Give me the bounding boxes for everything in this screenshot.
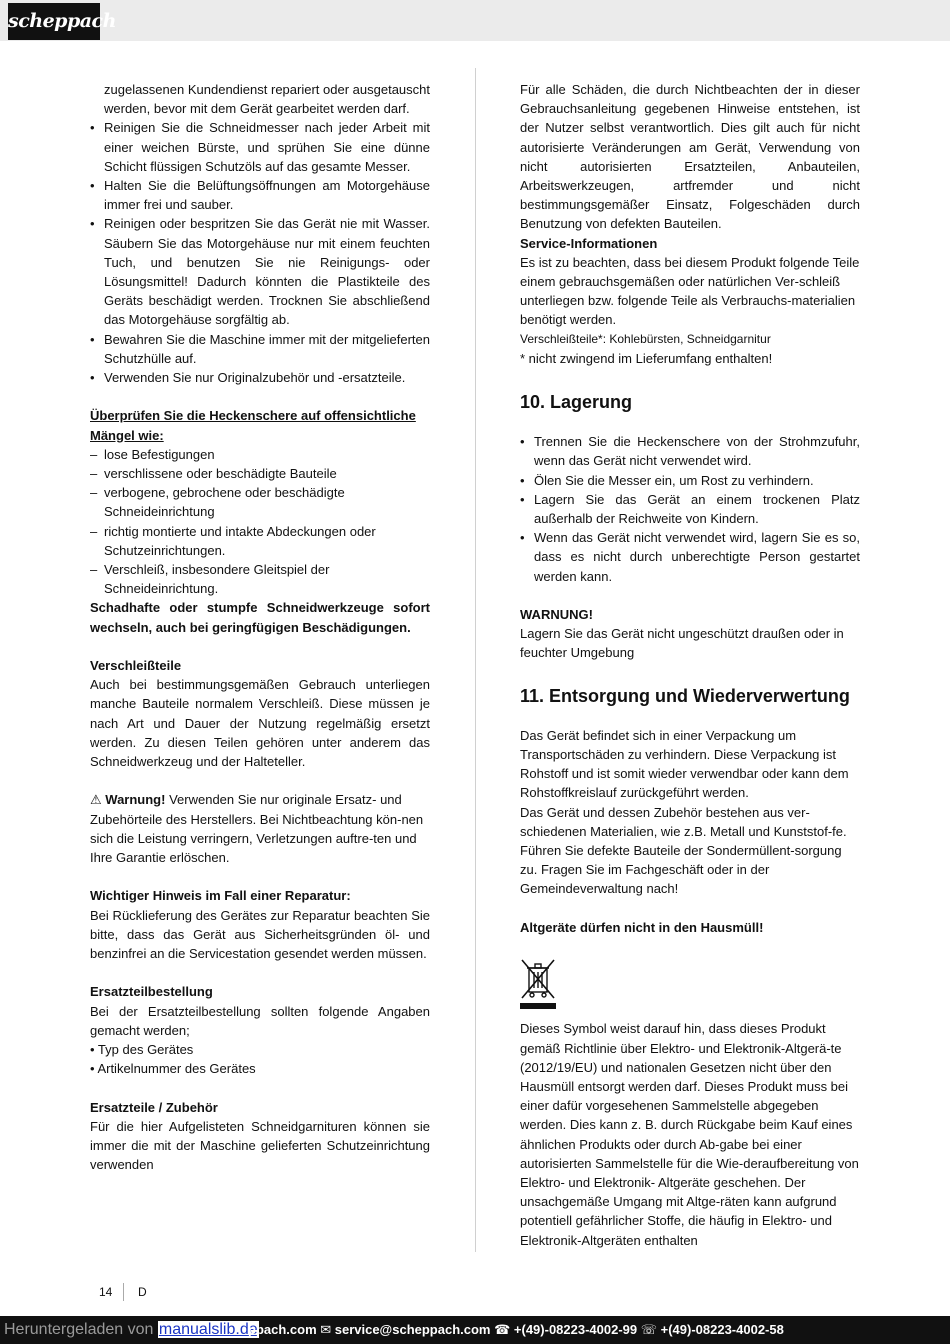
section-title-storage: 10. Lagerung bbox=[520, 392, 633, 413]
list-item: • Wenn das Gerät nicht verwendet wird, lagern Sie es so, dass es nicht durch unberechtigte Person gestartet werden kann. bbox=[520, 528, 860, 586]
check-list bbox=[90, 445, 430, 599]
list-item: • Halten Sie die Belüftungsöffnungen am Motorgehäuse immer frei und sauber. bbox=[90, 176, 430, 214]
warning-text: Lagern Sie das Gerät nicht ungeschützt draußen oder in feuchter Umgebung bbox=[520, 626, 844, 661]
left-column bbox=[90, 80, 430, 1174]
order-heading: Ersatzteilbestellung bbox=[90, 984, 213, 1000]
list-item: • Bewahren Sie die Maschine immer mit der mitgelieferten Schutzhülle auf. bbox=[90, 330, 430, 368]
list-item: – lose Befestigungen bbox=[90, 445, 430, 464]
wear-parts-line: Verschleißteile*: Kohlebürsten, Schneidgarnitur bbox=[520, 331, 771, 346]
list-item: • Reinigen oder bespritzen Sie das Gerät nie mit Wasser. Säubern Sie das Motorgehäuse nur mit einem feuchten Tuch, und benutzen Sie nie Reinigungs- oder Lösungsmittel! Dadurch könnten die Plastikteile des Geräts beschädigt werden. Trocknen Sie abschließend das Motorgehäuse sorgfältig ab. bbox=[90, 214, 430, 329]
language-code: D bbox=[138, 1285, 147, 1299]
list-item: – verbogene, gebrochene oder beschädigte Schneideinrichtung bbox=[90, 483, 430, 521]
list-item: • Trennen Sie die Heckenschere von der Strohmzufuhr, wenn das Gerät nicht verwendet wird. bbox=[520, 432, 860, 470]
crossed-bin-icon bbox=[520, 958, 556, 1010]
disposal-paragraph: Das Gerät und dessen Zubehör bestehen aus ver-schiedenen Materialien, wie z.B. Metall und Kunststof-fe. Führen Sie defekte Bauteile der Sondermüllent-sorgung zu. Fragen Sie im Fachgeschäft oder in der Gemeindeverwaltung nach! bbox=[520, 804, 847, 897]
service-heading: Service-Informationen bbox=[520, 235, 658, 251]
list-item: – verschlissene oder beschädigte Bauteile bbox=[90, 464, 430, 483]
right-column bbox=[520, 80, 860, 1250]
list-item: • Verwenden Sie nur Originalzubehör und -ersatzteile. bbox=[90, 368, 430, 387]
list-item: • Ölen Sie die Messer ein, um Rost zu verhindern. bbox=[520, 471, 860, 490]
accessories-text: Für die hier Aufgelisteten Schneidgarnituren können sie immer die mit der Maschine gelieferten Schutzeinrichtung verwenden bbox=[90, 1118, 430, 1173]
section-title-disposal: 11. Entsorgung und Wiederverwertung bbox=[520, 685, 850, 706]
order-item: • Typ des Gerätes bbox=[90, 1042, 194, 1058]
replace-notice: Schadhafte oder stumpfe Schneidwerkzeuge sofort wechseln, auch bei geringfügigen Beschädigungen. bbox=[90, 600, 430, 635]
accessories-heading: Ersatzteile / Zubehör bbox=[90, 1099, 218, 1115]
download-note bbox=[4, 1317, 259, 1343]
order-item: • Artikelnummer des Gerätes bbox=[90, 1061, 256, 1077]
wear-parts-text: Auch bei bestimmungsgemäßen Gebrauch unterliegen manche Bauteile normalem Verschleiß. Diese müssen je nach Art und Dauer der Nutzung regelmäßig ersetzt werden. Zu diesen Teilen gehören unter anderem das Schneidwerkzeug und der Halteteller. bbox=[90, 677, 430, 770]
check-heading: Überprüfen Sie die Heckenschere auf offensichtliche Mängel wie: bbox=[90, 408, 416, 443]
list-item: – richtig montierte und intakte Abdeckungen oder Schutzeinrichtungen. bbox=[90, 522, 430, 560]
list-item: • Reinigen Sie die Schneidmesser nach jeder Arbeit mit einer weichen Bürste, und sprühen Sie eine dünne Schicht flüssigen Schutzöls auf das gesamte Messer. bbox=[90, 118, 430, 176]
liability-text: Für alle Schäden, die durch Nichtbeachten der in dieser Gebrauchsanleitung gegebenen Hinweise entstehen, ist der Nutzer selbst verantwortlich. Dies gilt auch für nicht autorisierte Veränderungen am Gerät, Verwendung von nicht autorisierten Ersatzteilen, Anbauteilen, Arbeitswerkzeugen, artfremder und nicht bestimmungsgemäßer Einsatz, Folgeschäden durch Benutzung von defekten Bauteilen. bbox=[520, 82, 860, 232]
disposal-notice: Altgeräte dürfen nicht in den Hausmüll! bbox=[520, 919, 764, 935]
page-number: 14 bbox=[99, 1283, 124, 1301]
warning-label: Warnung! bbox=[105, 792, 166, 808]
list-item: • Lagern Sie das Gerät an einem trockenen Platz außerhalb der Reichweite von Kindern. bbox=[520, 490, 860, 528]
column-divider bbox=[475, 68, 476, 1252]
header-bar bbox=[0, 0, 950, 41]
bullet-continuation: zugelassenen Kundendienst repariert oder ausgetauscht werden, bevor mit dem Gerät gearbeitet werden darf. bbox=[104, 82, 430, 117]
weee-paragraph: Dieses Symbol weist darauf hin, dass dieses Produkt gemäß Richtlinie über Elektro- und Elektronik-Altgerä-te (2012/19/EU) und nationalen Gesetzen nicht über den Hausmüll entsorgt werden darf. Dieses Produkt muss bei einer dafür vorgesehenen Sammelstelle abgegeben werden. Dies kann z. B. durch Rückgabe beim Kauf eines ähnlichen Produkts oder durch Ab-gabe bei einer autorisierten Sammelstelle für die Wie-deraufbereitung von Elektro- und Elektronik- Altgeräte geschehen. Der unsachgemäße Umgang mit Altge-räten kann aufgrund potentiell gefährlicher Stoffe, die häufig in Elektro- und Elektronik-Altgeräten enthalten bbox=[520, 1021, 859, 1248]
wear-parts-heading: Verschleißteile bbox=[90, 658, 182, 674]
warning-text: Verwenden Sie nur originale Ersatz- und Zubehörteile des Herstellers. Bei Nichtbeachtung kön-nen sich die Leistung verringern, Verletzungen auftre-ten und Ihre Garantie erlöschen. bbox=[90, 792, 424, 866]
service-text: Es ist zu beachten, dass bei diesem Produkt folgende Teile einem gebrauchsgemäßen oder natürlichen Ver-schleiß unterliegen bzw. folgende Teile als Verbrauchs-materialien benötigt werden. bbox=[520, 254, 860, 328]
manualslib-link[interactable]: manualslib.de bbox=[158, 1321, 258, 1338]
storage-list bbox=[520, 432, 860, 586]
warning-paragraph bbox=[90, 790, 430, 867]
scope-note: * nicht zwingend im Lieferumfang enthalten! bbox=[520, 350, 773, 366]
warning-heading: WARNUNG! bbox=[520, 607, 593, 623]
contact-info: ppach.com ✉ service@scheppach.com ☎ +(49)-08223-4002-99 ☏ +(49)-08223-4002-58 bbox=[248, 1322, 784, 1337]
list-item: – Verschleiß, insbesondere Gleitspiel der Schneideinrichtung. bbox=[90, 560, 430, 598]
repair-text: Bei Rücklieferung des Gerätes zur Reparatur beachten Sie bitte, dass das Gerät aus Sicherheitsgründen öl- und benzinfrei an die Servicestation gesendet werden müssen. bbox=[90, 907, 430, 962]
warning-icon: ⚠ bbox=[90, 792, 102, 808]
scheppach-logo: scheppach bbox=[8, 3, 100, 40]
download-bar bbox=[0, 1316, 950, 1344]
download-label: Heruntergeladen von bbox=[4, 1321, 154, 1338]
care-bullet-list bbox=[90, 118, 430, 387]
disposal-paragraph: Das Gerät befindet sich in einer Verpackung um Transportschäden zu verhindern. Diese Verpackung ist Rohstoff und ist somit wieder verwendbar oder kann dem Rohstoffkreislauf zurückgeführt werden. bbox=[520, 727, 849, 801]
order-text: Bei der Ersatzteilbestellung sollten folgende Angaben gemacht werden; bbox=[90, 1003, 430, 1038]
repair-heading: Wichtiger Hinweis im Fall einer Reparatur: bbox=[90, 888, 351, 904]
page-footer bbox=[99, 1283, 147, 1303]
